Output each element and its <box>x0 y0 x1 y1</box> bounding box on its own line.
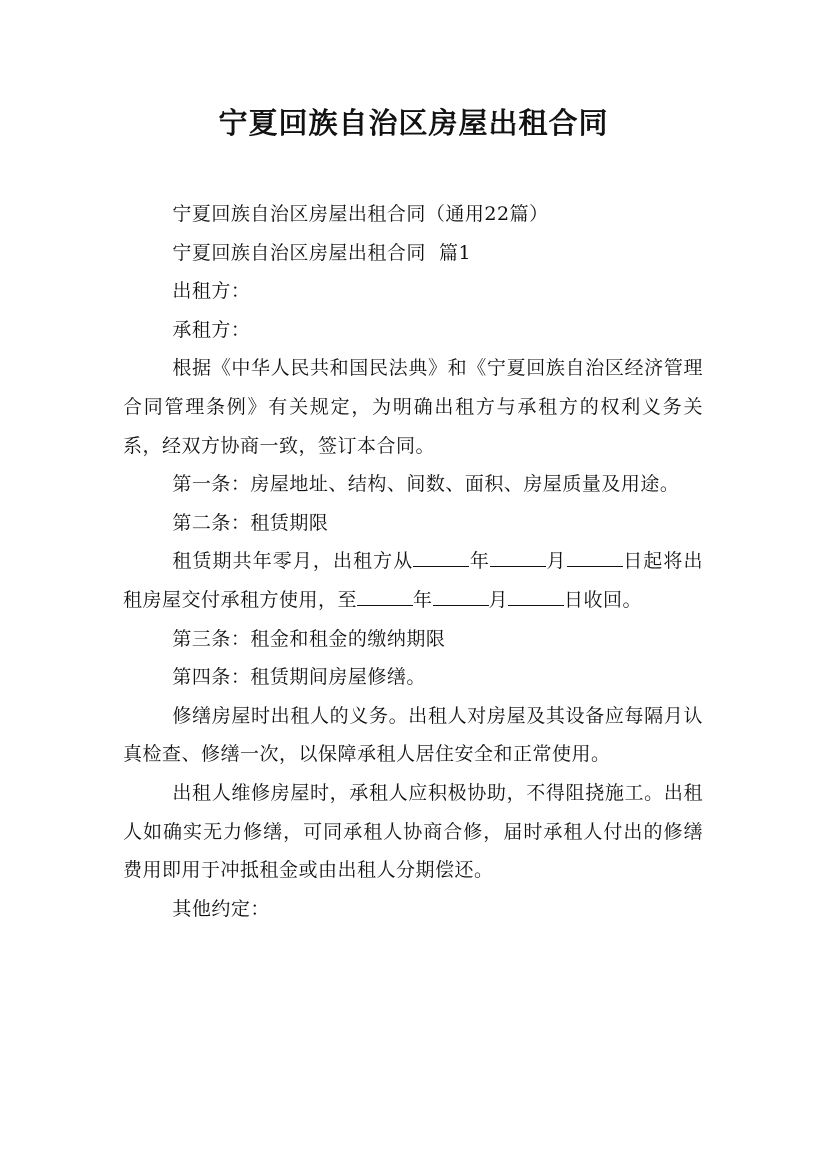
article-3: 第三条：租金和租金的缴纳期限 <box>172 627 446 650</box>
intro-paragraph: 根据《中华人民共和国民法典》和《宁夏回族自治区经济管理合同管理条例》有关规定，为明确出租方与承租方的权利义务关系，经双方协商一致，签订本合同。 <box>123 357 703 457</box>
lease-term-day-2: 日收回。 <box>564 588 643 611</box>
lease-term-text-1: 租赁期共年零月，出租方从 <box>172 550 414 573</box>
section-heading: 宁夏回族自治区房屋出租合同 篇1 <box>172 241 472 264</box>
blank-month-end <box>433 585 489 606</box>
blank-year-start <box>413 546 469 567</box>
lessee-label: 承租方： <box>172 318 251 341</box>
blank-day-start <box>567 546 623 567</box>
lease-term-year-2: 年 <box>413 588 433 611</box>
other-agreements: 其他约定： <box>172 897 270 920</box>
article-2: 第二条：租赁期限 <box>172 511 329 534</box>
lease-term-year-1: 年 <box>469 550 490 573</box>
lessor-label: 出租方： <box>172 280 251 303</box>
article-1: 第一条：房屋地址、结构、间数、面积、房屋质量及用途。 <box>172 473 680 496</box>
repair-paragraph-2: 出租人维修房屋时，承租人应积极协助，不得阻挠施工。出租人如确实无力修缮，可同承租人协商合修，届时承租人付出的修缮费用即用于冲抵租金或由出租人分期偿还。 <box>123 781 703 882</box>
repair-paragraph-1: 修缮房屋时出租人的义务。出租人对房屋及其设备应每隔月认真检查、修缮一次，以保障承租人居住安全和正常使用。 <box>123 704 703 766</box>
document-body <box>123 195 703 928</box>
lease-term-month-1: 月 <box>545 550 567 573</box>
blank-day-end <box>508 585 564 606</box>
article-4: 第四条：租赁期间房屋修缮。 <box>172 666 426 689</box>
lease-term-paragraph <box>123 542 703 619</box>
document-title: 宁夏回族自治区房屋出租合同 <box>218 106 609 140</box>
blank-year-end <box>357 585 413 606</box>
lease-term-month-2: 月 <box>488 588 509 611</box>
blank-month-start <box>490 546 546 567</box>
lease-term-day-1: 日起将出租房屋交付承租方使用，至 <box>123 550 703 611</box>
contract-subtitle: 宁夏回族自治区房屋出租合同（通用22篇） <box>172 203 549 225</box>
